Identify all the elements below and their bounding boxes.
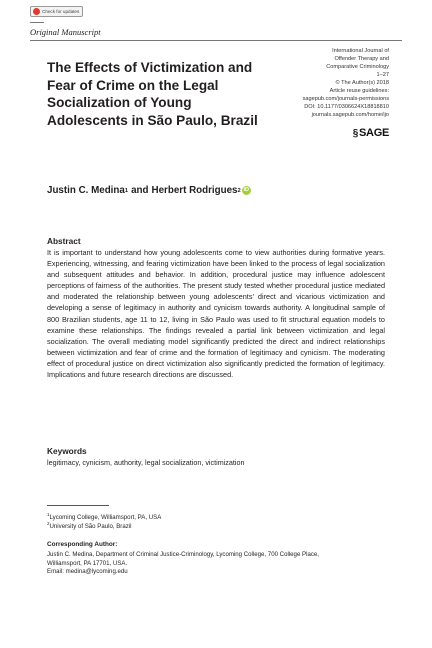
doi[interactable]: DOI: 10.1177/0306624X18818810: [304, 104, 389, 110]
permissions-link[interactable]: sagepub.com/journals-permissions: [302, 96, 389, 102]
keywords-text: legitimacy, cynicism, authority, legal socialization, victimization: [47, 458, 245, 467]
article-title: The Effects of Victimization and Fear of Crime on the Legal Socialization of Young Adolescents in São Paulo, Brazil: [47, 60, 258, 128]
corresponding-details: [47, 551, 387, 577]
corresponding-line: Justin C. Medina, Department of Criminal Justice-Criminology, Lycoming College, 700 College Place,: [47, 551, 319, 558]
affiliation-marker: 2: [237, 187, 241, 194]
author-conjunction: and: [131, 185, 149, 196]
journal-line: Comparative Criminology: [326, 64, 389, 70]
check-updates-label: Check for updates: [42, 9, 80, 14]
affiliation: [47, 512, 161, 521]
journal-homepage-link[interactable]: journals.sagepub.com/home/ijo: [311, 112, 389, 118]
check-updates-icon: [33, 8, 40, 15]
sage-logo-text: SAGE: [359, 127, 389, 139]
affiliation: [47, 521, 131, 530]
affiliation-text: University of São Paulo, Brazil: [49, 523, 132, 531]
journal-line: Offender Therapy and: [334, 56, 389, 62]
corresponding-email[interactable]: Email: medina@lycoming.edu: [47, 568, 128, 576]
author-list: [47, 185, 251, 196]
sage-logo: [353, 127, 389, 139]
corresponding-heading: Corresponding Author:: [47, 541, 118, 548]
header-divider: [30, 40, 402, 41]
author-name: Justin C. Medina: [47, 185, 125, 196]
orcid-icon[interactable]: iD: [243, 187, 249, 193]
journal-info: [249, 47, 389, 119]
copyright: © The Author(s) 2018: [335, 80, 389, 86]
check-for-updates-badge[interactable]: [30, 6, 83, 17]
abstract-heading: Abstract: [47, 236, 81, 246]
journal-line: Article reuse guidelines:: [329, 88, 389, 94]
affiliation-marker: 1: [124, 187, 129, 194]
page-range: 1–27: [376, 72, 389, 78]
footnote-divider: [47, 505, 109, 506]
abstract-text: It is important to understand how young adolescents come to view authorities during formative years. Experiencing, witnessing, and fearing victimization have been linked to the process of legal socialization and subsequent attitudes and behavior. In addition, procedural justice may influence adolescent perceptions of fairness of the authorities. The present study tested whether procedural justice mediated and moderated the relationship between young adolescents’ direct and vicarious victimization and developing a sense of legitimacy in authority and cynicism towards authority. A longitudinal sample of 800 Brazilian students, age 11 to 12, living in São Paulo was used to fit structural equation models to examine these relationships. The findings revealed a partial link between victimization and legal socialization. The overall mediating model significantly predicted the direct and indirect relationships between victimization and fear of crime and the formation of legitimacy and cynicism. The moderating effect of procedural justice on direct victimization also significantly predicted the formation of legitimacy. Implications and future research directions are discussed.: [47, 248, 385, 380]
top-divider: [30, 22, 44, 23]
section-label: Original Manuscript: [30, 27, 101, 37]
affiliation-text: Lycoming College, Williamsport, PA, USA: [49, 514, 162, 522]
keywords-heading: Keywords: [47, 446, 87, 456]
journal-line: International Journal of: [332, 48, 389, 54]
affiliation-marker: 1: [47, 512, 50, 517]
sage-mark-icon: §: [352, 127, 359, 139]
affiliation-marker: 2: [47, 521, 50, 526]
corresponding-line: Williamsport, PA 17701, USA.: [47, 559, 128, 567]
author-name: Herbert Rodrigues: [151, 185, 238, 196]
